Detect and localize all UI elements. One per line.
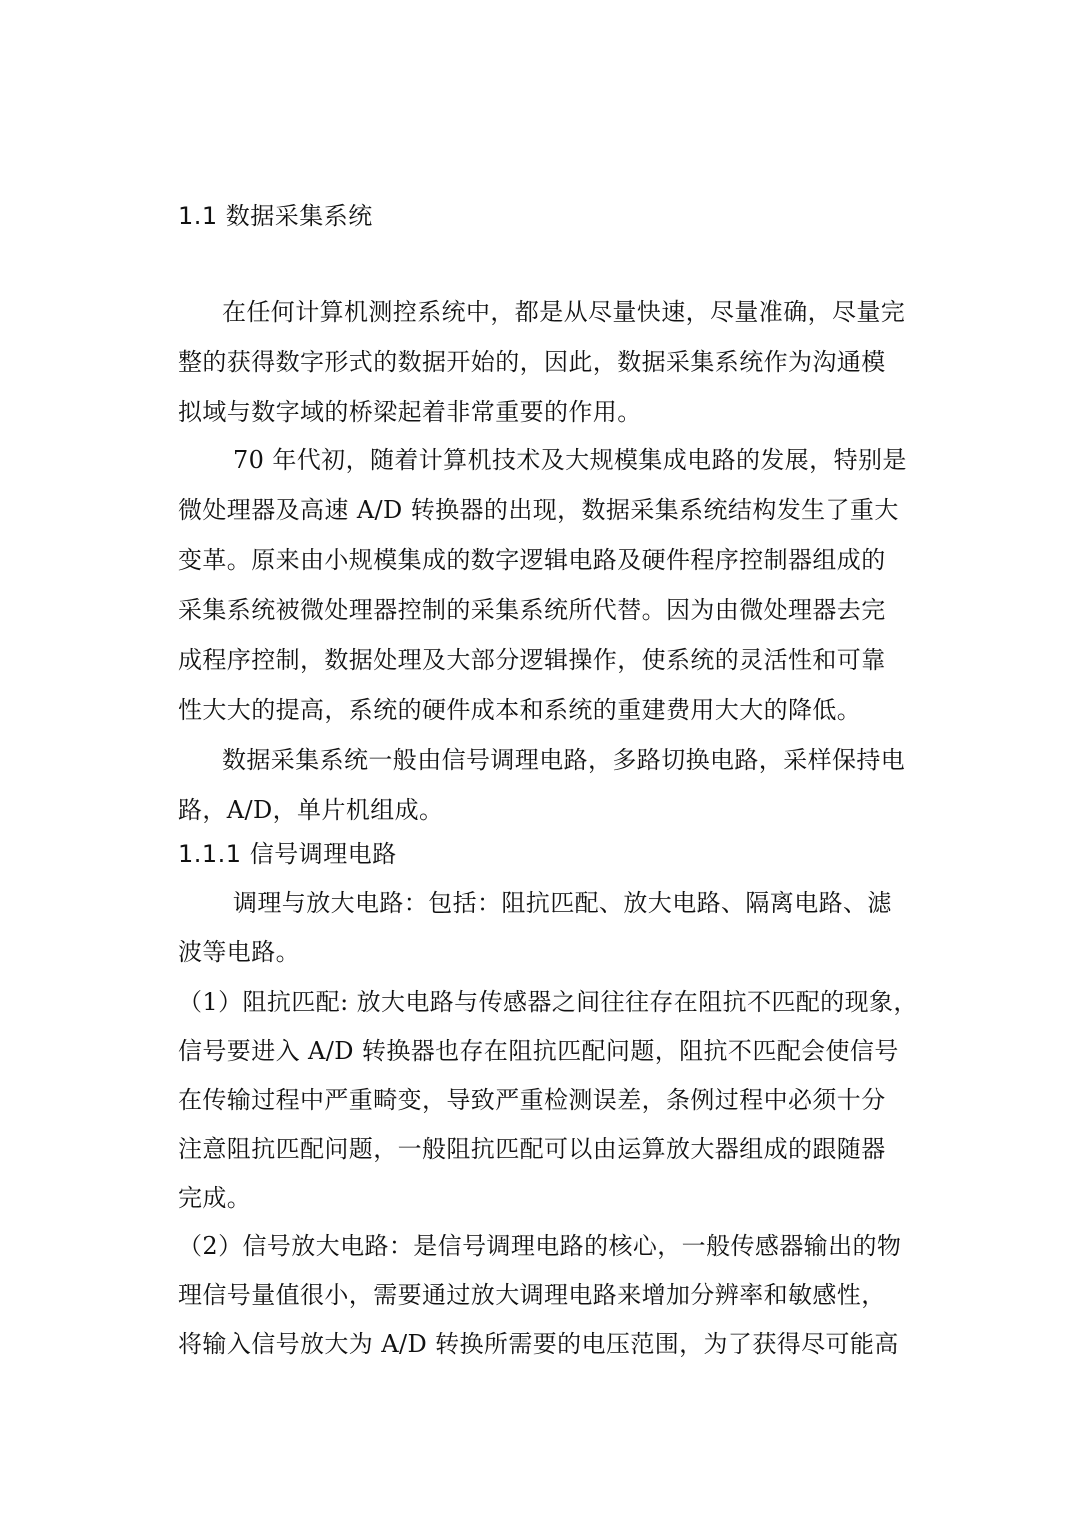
paragraph-2-line-4: 采集系统被微处理器控制的采集系统所代替。因为由微处理器去完 [178, 596, 886, 624]
list-item-1-line-5: 完成。 [178, 1184, 252, 1212]
list-item-1-line-2: 信号要进入 A/D 转换器也存在阻抗匹配问题，阻抗不匹配会使信号 [178, 1037, 899, 1065]
paragraph-2-line-3: 变革。原来由小规模集成的数字逻辑电路及硬件程序控制器组成的 [178, 546, 886, 574]
paragraph-2-line-6: 性大大的提高，系统的硬件成本和系统的重建费用大大的降低。 [178, 696, 862, 724]
list-item-1-line-4: 注意阻抗匹配问题，一般阻抗匹配可以由运算放大器组成的跟随器 [178, 1135, 886, 1163]
subsection-intro-line-2: 波等电路。 [178, 938, 300, 966]
paragraph-1-line-1: 在任何计算机测控系统中，都是从尽量快速，尽量准确，尽量完 [222, 298, 906, 326]
list-item-1-line-1: （1）阻抗匹配: 放大电路与传感器之间往往存在阻抗不匹配的现象， [178, 988, 918, 1016]
list-item-2-line-1: （2）信号放大电路：是信号调理电路的核心，一般传感器输出的物 [178, 1232, 902, 1260]
list-item-1-line-3: 在传输过程中严重畸变，导致严重检测误差，条例过程中必须十分 [178, 1086, 886, 1114]
paragraph-1-line-2: 整的获得数字形式的数据开始的，因此，数据采集系统作为沟通模 [178, 348, 886, 376]
paragraph-1-line-3: 拟域与数字域的桥梁起着非常重要的作用。 [178, 398, 642, 426]
section-heading: 1.1 数据采集系统 [178, 202, 373, 230]
paragraph-3-line-1: 数据采集系统一般由信号调理电路，多路切换电路，采样保持电 [222, 746, 906, 774]
list-item-2-line-2: 理信号量值很小，需要通过放大调理电路来增加分辨率和敏感性， [178, 1281, 886, 1309]
subsection-heading: 1.1.1 信号调理电路 [178, 840, 397, 868]
subsection-intro-line-1: 调理与放大电路：包括：阻抗匹配、放大电路、隔离电路、滤 [233, 889, 892, 917]
paragraph-2-line-5: 成程序控制，数据处理及大部分逻辑操作，使系统的灵活性和可靠 [178, 646, 886, 674]
paragraph-3-line-2: 路，A/D，单片机组成。 [178, 796, 444, 824]
list-item-2-line-3: 将输入信号放大为 A/D 转换所需要的电压范围，为了获得尽可能高 [178, 1330, 899, 1358]
paragraph-2-line-1: 70 年代初，随着计算机技术及大规模集成电路的发展，特别是 [233, 446, 907, 474]
paragraph-2-line-2: 微处理器及高速 A/D 转换器的出现，数据采集系统结构发生了重大 [178, 496, 899, 524]
